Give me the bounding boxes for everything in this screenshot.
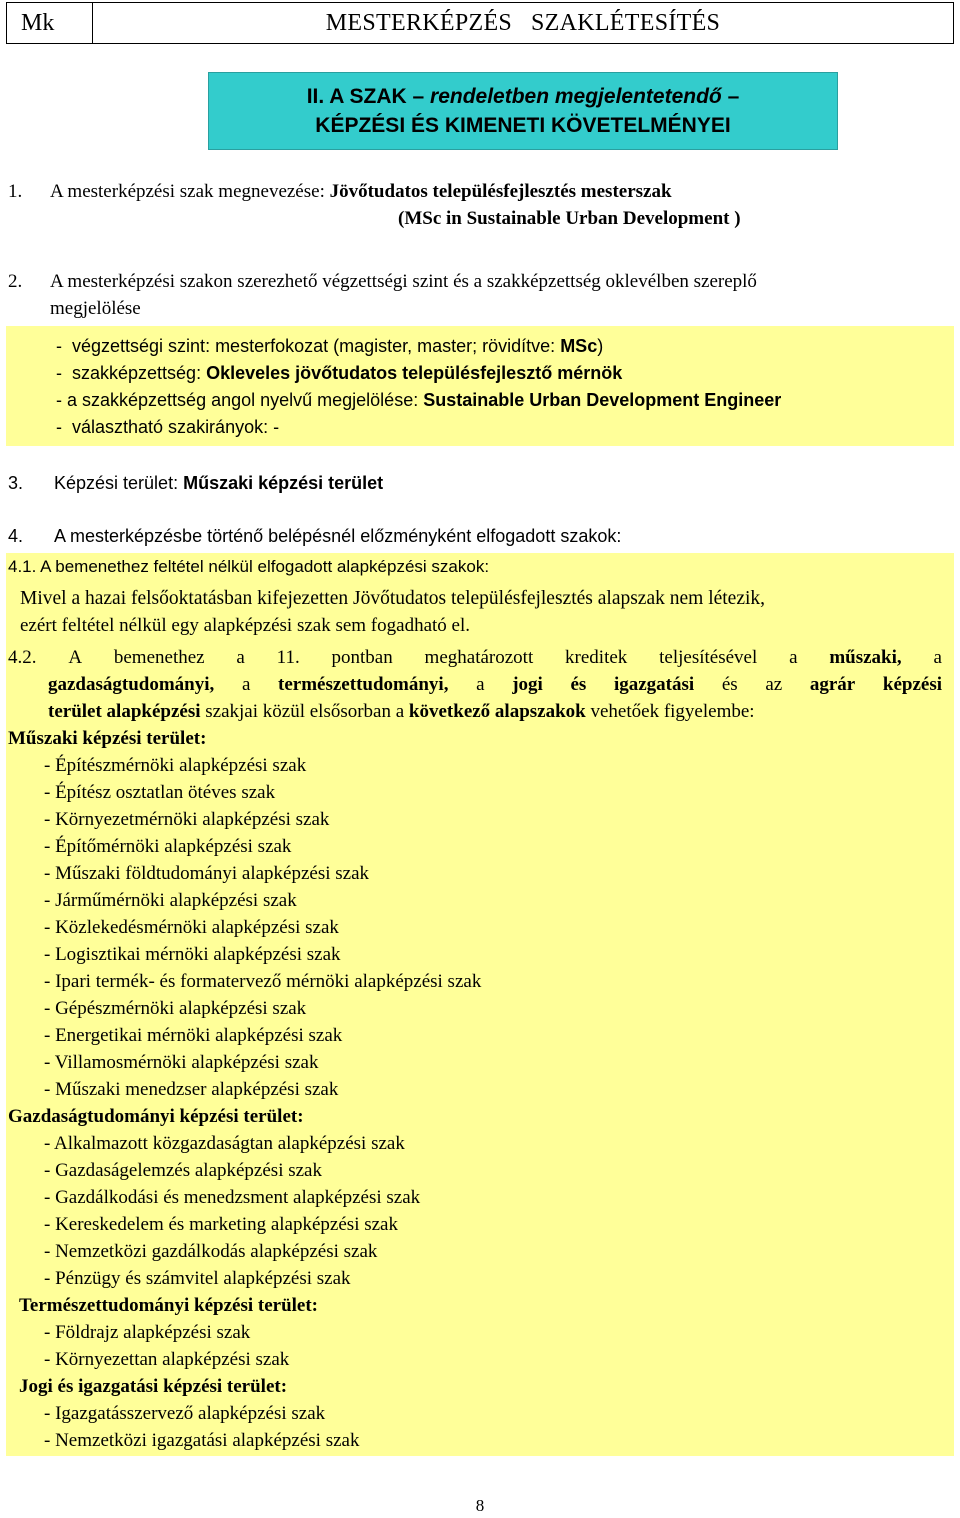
item3-value: Műszaki képzési terület xyxy=(183,473,384,493)
list-item: - Környezetmérnöki alapképzési szak xyxy=(44,809,330,830)
list-item: - Logisztikai mérnöki alapképzési szak xyxy=(44,944,341,965)
list-item: - Gazdálkodási és menedzsment alapképzési szak xyxy=(44,1187,421,1208)
item1-value2: (MSc in Sustainable Urban Development ) xyxy=(398,208,741,229)
list-item: - Földrajz alapképzési szak xyxy=(44,1322,251,1343)
row-bold: Okleveles jövőtudatos településfejlesztő mérnök xyxy=(206,363,623,383)
section-title xyxy=(208,72,838,150)
item4-2-line3 xyxy=(48,698,755,725)
list-item: - Energetikai mérnöki alapképzési szak xyxy=(44,1025,343,1046)
list-item: - Műszaki földtudományi alapképzési szak xyxy=(44,863,370,884)
list-item: - Műszaki menedzser alapképzési szak xyxy=(44,1079,339,1100)
word: az xyxy=(765,674,783,695)
phrase: szakjai közül elsősorban a xyxy=(200,701,409,722)
page-header xyxy=(6,2,954,44)
list-item: - Ipari termék- és formatervező mérnöki alapképzési szak xyxy=(44,971,482,992)
item2-label1: A mesterképzési szakon szerezhető végzettségi szint és a szakképzettség oklevélben szereplő xyxy=(50,271,757,292)
word-bold: képzési xyxy=(882,674,942,695)
list-item: - Járműmérnöki alapképzési szak xyxy=(44,890,297,911)
group-title-muszaki xyxy=(8,725,481,752)
row-text: - a szakképzettség angol nyelvű megjelölése: xyxy=(56,390,424,410)
item4-1-label: 4.1. A bemenethez feltétel nélkül elfogadott alapképzési szakok: xyxy=(8,557,490,576)
item1-label: A mesterképzési szak megnevezése: xyxy=(50,181,330,202)
phrase-bold: következő alapszakok xyxy=(408,701,586,722)
list-item: - Gazdaságelemzés alapképzési szak xyxy=(44,1160,322,1181)
word: a xyxy=(476,674,485,695)
group-title-termeszet xyxy=(8,1292,481,1319)
phrase-bold: terület alapképzési xyxy=(48,701,201,722)
section-title-prefix: II. A SZAK – xyxy=(306,85,431,108)
item1-num: 1. xyxy=(8,181,23,202)
group-title-text: Műszaki képzési terület: xyxy=(8,728,207,749)
list-item: - Nemzetközi gazdálkodás alapképzési szak xyxy=(44,1241,378,1262)
row-text: - választható szakirányok: - xyxy=(56,417,280,437)
item4-1-line1: Mivel a hazai felsőoktatásban kifejezetten Jövőtudatos településfejlesztés alapszak nem létezik, xyxy=(20,588,766,609)
word: 4.2. xyxy=(8,647,37,668)
list-item: - Alkalmazott közgazdaságtan alapképzési szak xyxy=(44,1133,405,1154)
list-item: - Villamosmérnöki alapképzési szak xyxy=(44,1052,319,1073)
header-abbreviation: Mk xyxy=(7,3,93,43)
group-title-gazdasag xyxy=(8,1103,481,1130)
list-item: - Igazgatásszervező alapképzési szak xyxy=(44,1403,326,1424)
group-title-jogi xyxy=(8,1373,481,1400)
list-item: - Építészmérnöki alapképzési szak xyxy=(44,755,307,776)
word: bemenethez xyxy=(113,647,205,668)
qualification-row xyxy=(56,333,603,360)
word-bold: agrár xyxy=(809,674,856,695)
item1-value-english xyxy=(398,205,741,232)
item3-num: 3. xyxy=(8,473,24,493)
qualification-row xyxy=(56,414,279,441)
header-title: MESTERKÉPZÉS SZAKLÉTESÍTÉS xyxy=(325,10,721,36)
word: a xyxy=(241,674,251,695)
list-item: - Pénzügy és számvitel alapképzési szak xyxy=(44,1268,351,1289)
item4-2-line1 xyxy=(8,644,942,671)
item4-2-line2 xyxy=(48,671,942,698)
word: 11. xyxy=(276,647,300,668)
qualification-row xyxy=(56,360,622,387)
row-text-end: ) xyxy=(597,336,604,356)
word-bold: műszaki, xyxy=(829,647,902,668)
word-bold: jogi xyxy=(512,674,543,695)
item4-num: 4. xyxy=(8,526,24,546)
word: teljesítésével xyxy=(659,647,758,668)
item1-value: Jövőtudatos településfejlesztés mesterszak xyxy=(329,181,672,202)
group-title-text: Természettudományi képzési terület: xyxy=(19,1295,319,1316)
list-item: - Építőmérnöki alapképzési szak xyxy=(44,836,292,857)
group-title-text: Gazdaságtudományi képzési terület: xyxy=(8,1106,304,1127)
page-number: 8 xyxy=(475,1496,485,1515)
row-text: - szakképzettség: xyxy=(56,363,207,383)
group-list xyxy=(8,725,481,1454)
phrase: vehetőek figyelembe: xyxy=(585,701,755,722)
list-item: - Közlekedésmérnöki alapképzési szak xyxy=(44,917,339,938)
word-bold: természettudományi, xyxy=(278,674,449,695)
row-bold: MSc xyxy=(560,336,598,356)
qualification-row xyxy=(56,387,781,414)
item4-1-line2: ezért feltétel nélkül egy alapképzési szak sem fogadható el. xyxy=(20,615,470,636)
list-item: - Nemzetközi igazgatási alapképzési szak xyxy=(44,1430,360,1451)
item4-label: A mesterképzésbe történő belépésnél előzményként elfogadott szakok: xyxy=(54,526,622,546)
section-title-line2: KÉPZÉSI ÉS KIMENETI KÖVETELMÉNYEI xyxy=(315,114,731,137)
word-bold: gazdaságtudományi, xyxy=(48,674,215,695)
list-item: - Építész osztatlan ötéves szak xyxy=(44,782,276,803)
item3-label: Képzési terület: xyxy=(54,473,184,493)
list-item: - Gépészmérnöki alapképzési szak xyxy=(44,998,307,1019)
item1-line xyxy=(50,178,672,205)
group-title-text: Jogi és igazgatási képzési terület: xyxy=(19,1376,288,1397)
word: kreditek xyxy=(565,647,628,668)
list-item: - Környezettan alapképzési szak xyxy=(44,1349,290,1370)
word-bold: igazgatási xyxy=(613,674,695,695)
section-title-suffix: – xyxy=(721,85,740,108)
item2-label2: megjelölése xyxy=(50,298,141,319)
word: a xyxy=(236,647,245,668)
row-text: - végzettségi szint: mesterfokozat (magister, master; rövidítve: xyxy=(56,336,561,356)
word: pontban xyxy=(331,647,393,668)
section-title-line1 xyxy=(209,82,837,111)
word: A xyxy=(68,647,83,668)
word: a xyxy=(933,647,942,668)
list-item: - Kereskedelem és marketing alapképzési szak xyxy=(44,1214,398,1235)
section-title-italic: rendeletben megjelentetendő xyxy=(430,85,722,108)
item3-line xyxy=(54,470,383,497)
word: a xyxy=(789,647,798,668)
row-bold: Sustainable Urban Development Engineer xyxy=(423,390,782,410)
word: meghatározott xyxy=(424,647,534,668)
word-bold: és xyxy=(570,674,587,695)
word: és xyxy=(721,674,738,695)
item2-num: 2. xyxy=(8,271,23,292)
